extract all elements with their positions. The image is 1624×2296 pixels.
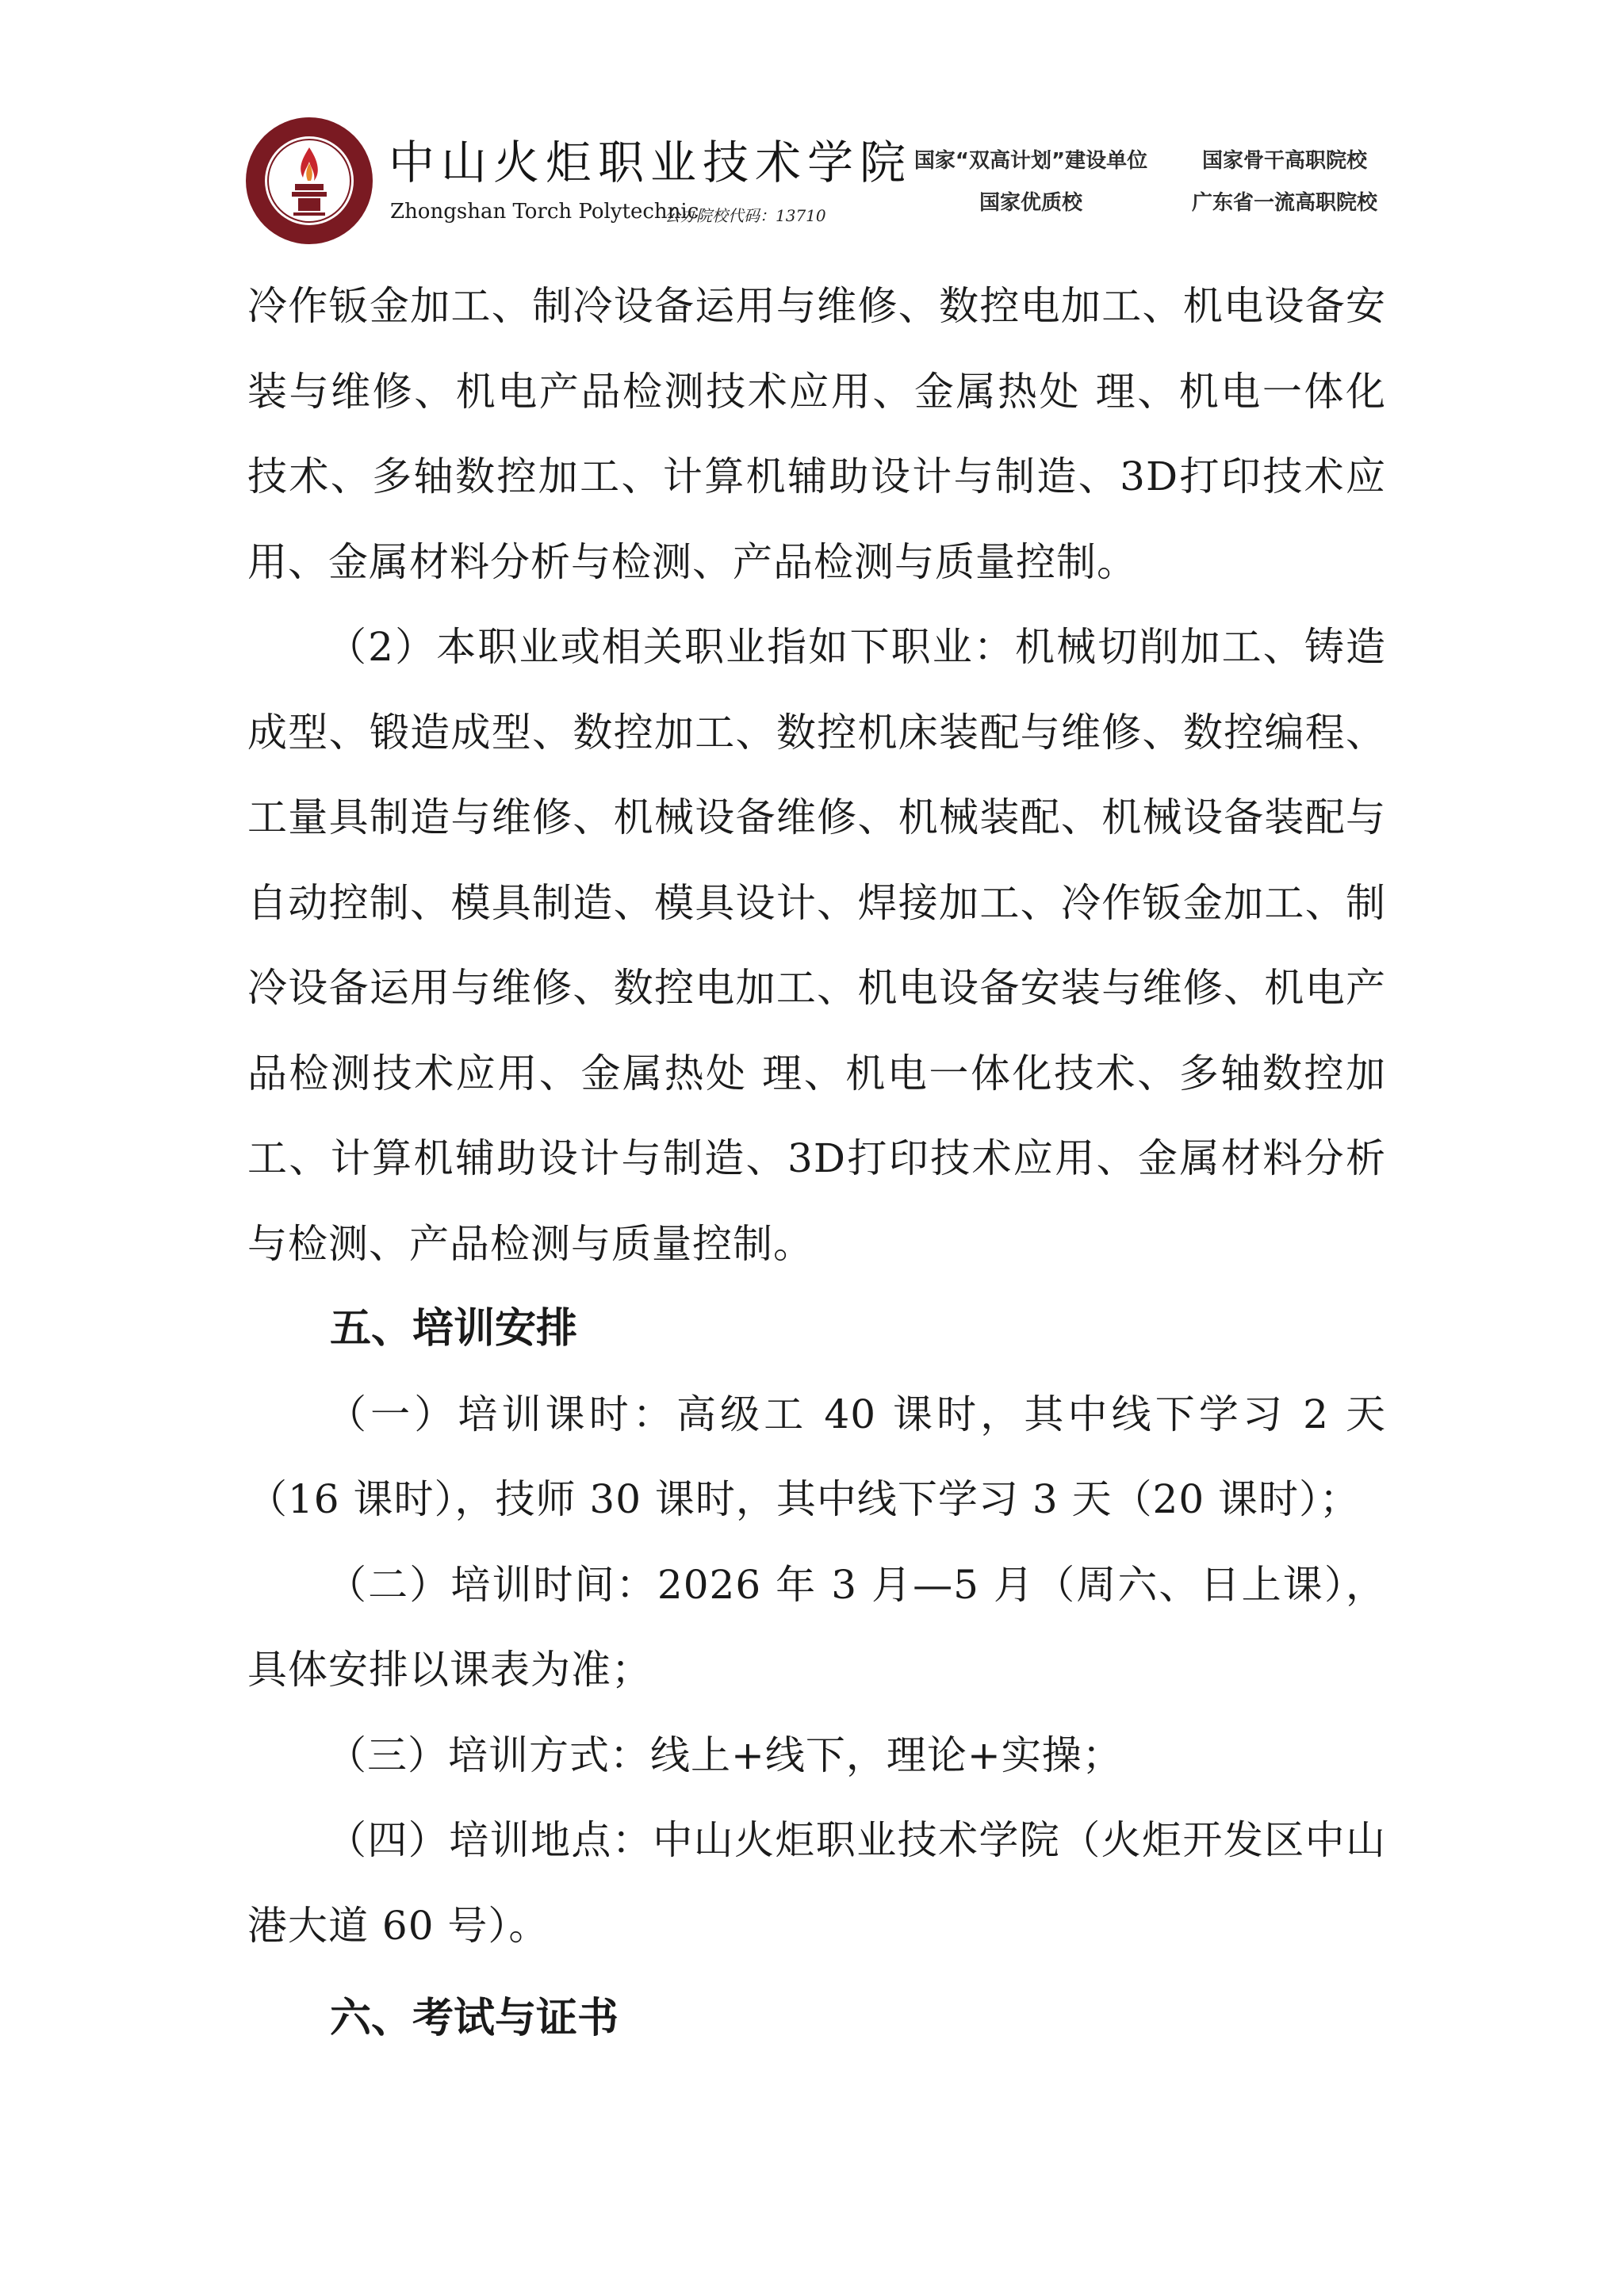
honor-item: 国家“双高计划”建设单位 [914, 149, 1148, 173]
occupation-paragraph: （2）本职业或相关职业指如下职业：机械切削加工、铸造成型、锻造成型、数控加工、数控机床装配与维修、数控编程、工量具制造与维修、机械设备维修、机械装配、机械设备装配与自动控制、模具制造、模具设计、焊接加工、冷作钣金加工、制冷设备运用与维修、数控电加工、机电设备安装与维修、机电产品检测技术应用、金属热处 理、机电一体化技术、多轴数控加工、计算机辅助设计与制造、3D打印技术应用、金属材料分析与检测、产品检测与质量控制。 [247, 624, 1386, 1267]
school-logo-seal [246, 117, 373, 244]
honor-item: 国家骨干高职院校 [1201, 149, 1367, 173]
training-method-item: （三）培训方式：线上+线下，理论+实操； [327, 1732, 1123, 1778]
continued-paragraph: 冷作钣金加工、制冷设备运用与维修、数控电加工、机电设备安装与维修、机电产品检测技术应用、金属热处 理、机电一体化技术、多轴数控加工、计算机辅助设计与制造、3D打印技术应用、金属材料分析与检测、产品检测与质量控制。 [247, 283, 1386, 585]
school-code: 公办院校代码：13710 [665, 206, 826, 225]
training-location-item: （四）培训地点：中山火炬职业技术学院（火炬开发区中山港大道 60 号）。 [247, 1817, 1386, 1949]
section-heading-training: 五、培训安排 [330, 1305, 578, 1353]
school-name-chinese: 中山火炬职业技术学院 [389, 136, 913, 189]
letterhead [238, 111, 1396, 254]
training-hours-item: （一）培训课时：高级工 40 课时，其中线下学习 2 天（16 课时），技师 30 课时，其中线下学习 3 天（20 课时）； [247, 1391, 1386, 1522]
section-heading-exam: 六、考试与证书 [330, 1995, 619, 2042]
school-name-english: Zhongshan Torch Polytechnic [390, 200, 699, 224]
honor-item: 广东省一流高职院校 [1191, 191, 1377, 215]
torch-seal-icon [246, 117, 373, 244]
honors-list [880, 144, 1388, 216]
honor-item: 国家优质校 [979, 191, 1082, 215]
document-body [247, 264, 1386, 2062]
training-time-item: （二）培训时间：2026 年 3 月—5 月（周六、日上课），具体安排以课表为准； [247, 1561, 1386, 1693]
